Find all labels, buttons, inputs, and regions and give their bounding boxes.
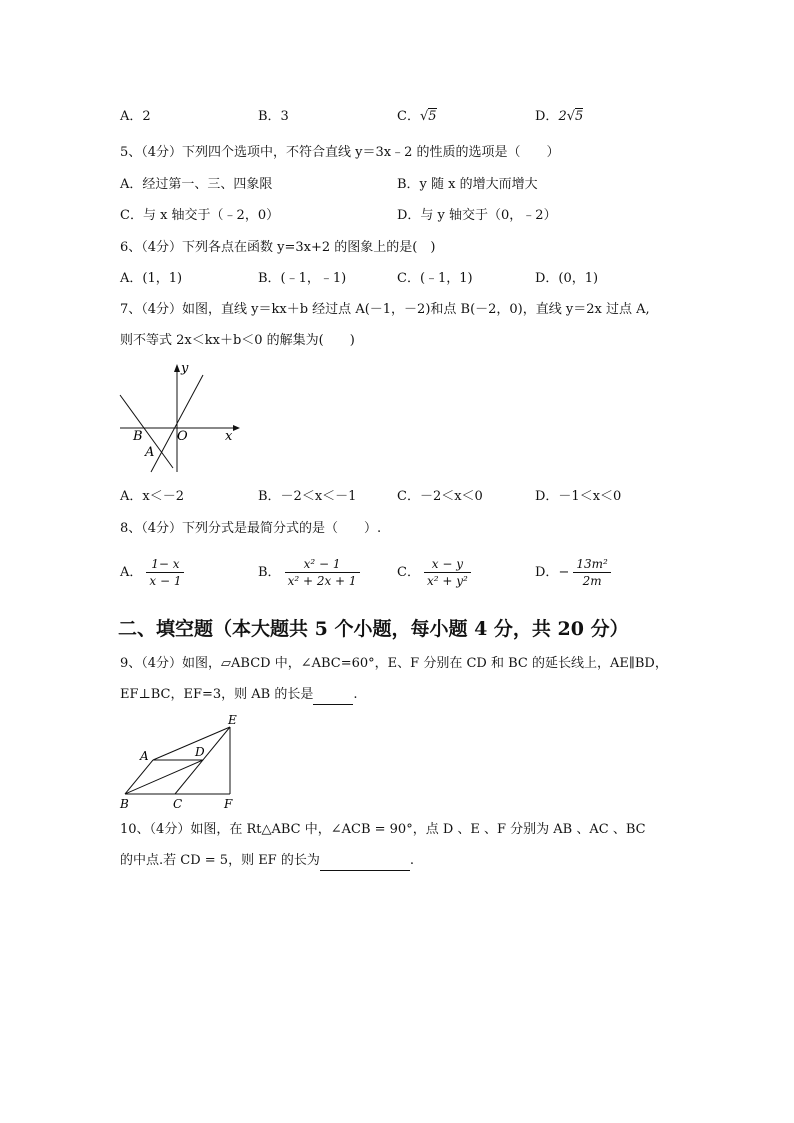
fraction <box>573 556 610 589</box>
q4-option-d-label: D． <box>535 109 559 124</box>
label-E: E <box>228 713 237 727</box>
denominator: x² + y² <box>426 574 468 588</box>
q4-option-d-radicand: 5 <box>575 109 584 124</box>
label-A: A <box>140 749 149 763</box>
segment-AB <box>125 760 153 794</box>
section2-title: 二、填空题（本大题共 5 个小题，每小题 4 分，共 20 分） <box>118 618 629 640</box>
q8-option-a <box>120 556 184 589</box>
q7-graph-figure <box>115 360 245 475</box>
q6-option-c: C．(﹣1，1) <box>397 271 473 286</box>
label-D: D <box>195 745 205 759</box>
q8-option-d-label: D． <box>535 565 559 580</box>
q5-option-b: B．y 随 x 的增大而增大 <box>397 177 538 192</box>
q6-stem: 6、（4分）下列各点在函数 y=3x+2 的图象上的是( ) <box>120 240 436 255</box>
numerator: x² − 1 <box>285 556 360 573</box>
q10-stem-line2-text: 的中点.若 CD = 5，则 EF 的长为 <box>120 853 320 868</box>
q9-stem-line2-end: . <box>353 687 358 702</box>
q9-stem-line2-text: EF⊥BC，EF=3，则 AB 的长是 <box>120 687 314 702</box>
q8-option-a-label: A． <box>120 565 143 580</box>
x-axis-arrow <box>233 425 240 431</box>
q4-option-c <box>397 108 437 126</box>
q10-stem-line2-end: . <box>409 853 414 868</box>
q5-option-a: A．经过第一、三、四象限 <box>120 177 273 192</box>
q8-option-c-label: C． <box>397 565 420 580</box>
label-F: F <box>224 797 233 811</box>
q6-option-b: B．(﹣1，﹣1) <box>258 271 347 286</box>
q6-option-a: A．(1，1) <box>120 271 183 286</box>
q9-stem-line2 <box>120 686 358 705</box>
denominator: x − 1 <box>149 574 182 588</box>
q7-option-d: D．－1＜x＜0 <box>535 489 622 504</box>
q4-option-b: B．3 <box>258 109 289 124</box>
fraction <box>285 556 360 589</box>
q4-option-d <box>535 108 583 126</box>
fraction <box>146 556 184 589</box>
segment-BD <box>125 760 203 794</box>
label-B: B <box>133 429 143 444</box>
q8-option-d <box>535 556 611 589</box>
q7-option-b: B．－2＜x＜－1 <box>258 489 357 504</box>
denominator: x² + 2x + 1 <box>287 574 357 588</box>
q4-option-c-label: C． <box>397 109 420 124</box>
segment-AE <box>153 727 230 760</box>
q10-stem-line2 <box>120 852 414 871</box>
q9-parallelogram-figure <box>115 712 245 812</box>
q7-option-a: A．x＜－2 <box>120 489 184 504</box>
q7-stem-line1: 7、（4分）如图，直线 y＝kx＋b 经过点 A(－1，－2)和点 B(－2，0)，直线 y＝2x 过点 A, <box>120 302 650 317</box>
q4-option-a: A．2 <box>120 109 151 124</box>
numerator: x − y <box>424 556 471 573</box>
label-C: C <box>173 797 183 811</box>
q4-option-c-radicand: 5 <box>428 109 437 124</box>
q8-stem: 8、（4分）下列分式是最简分式的是（ ）. <box>120 521 382 536</box>
fraction <box>424 556 471 589</box>
label-O: O <box>177 429 188 444</box>
q8-option-b <box>258 556 360 589</box>
label-B: B <box>120 797 129 811</box>
minus-sign: − <box>558 565 570 580</box>
q6-option-d: D．(0，1) <box>535 271 599 286</box>
q9-stem-line1: 9、（4分）如图，▱ABCD 中，∠ABC=60°，E、F 分别在 CD 和 BC 的延长线上，AE∥BD， <box>120 656 668 671</box>
label-y: y <box>181 361 189 376</box>
q5-option-c: C．与 x 轴交于（﹣2，0） <box>120 208 280 223</box>
q8-option-b-label: B． <box>258 565 281 580</box>
sqrt-symbol: √ <box>419 109 429 124</box>
numerator: 1− x <box>146 556 184 573</box>
q10-stem-line1: 10、（4分）如图，在 Rt△ABC 中，∠ACB = 90°，点 D 、E 、F 分别为 AB 、AC 、BC <box>120 822 646 837</box>
y-axis-arrow <box>174 364 180 372</box>
label-x: x <box>225 429 233 444</box>
q7-option-c: C．－2＜x＜0 <box>397 489 483 504</box>
answer-blank <box>313 686 353 705</box>
numerator: 13m² <box>573 556 610 573</box>
denominator: 2m <box>582 574 602 588</box>
label-A: A <box>145 445 155 460</box>
q4-option-d-coef: 2 <box>558 109 567 124</box>
sqrt-symbol: √ <box>566 109 576 124</box>
q5-option-d: D．与 y 轴交于（0，﹣2） <box>397 208 557 223</box>
q8-option-c <box>397 556 471 589</box>
q5-stem: 5、（4分）下列四个选项中，不符合直线 y＝3x﹣2 的性质的选项是（ ） <box>120 145 560 160</box>
answer-blank <box>320 852 410 871</box>
q7-stem-line2: 则不等式 2x＜kx＋b＜0 的解集为( ) <box>120 333 355 348</box>
